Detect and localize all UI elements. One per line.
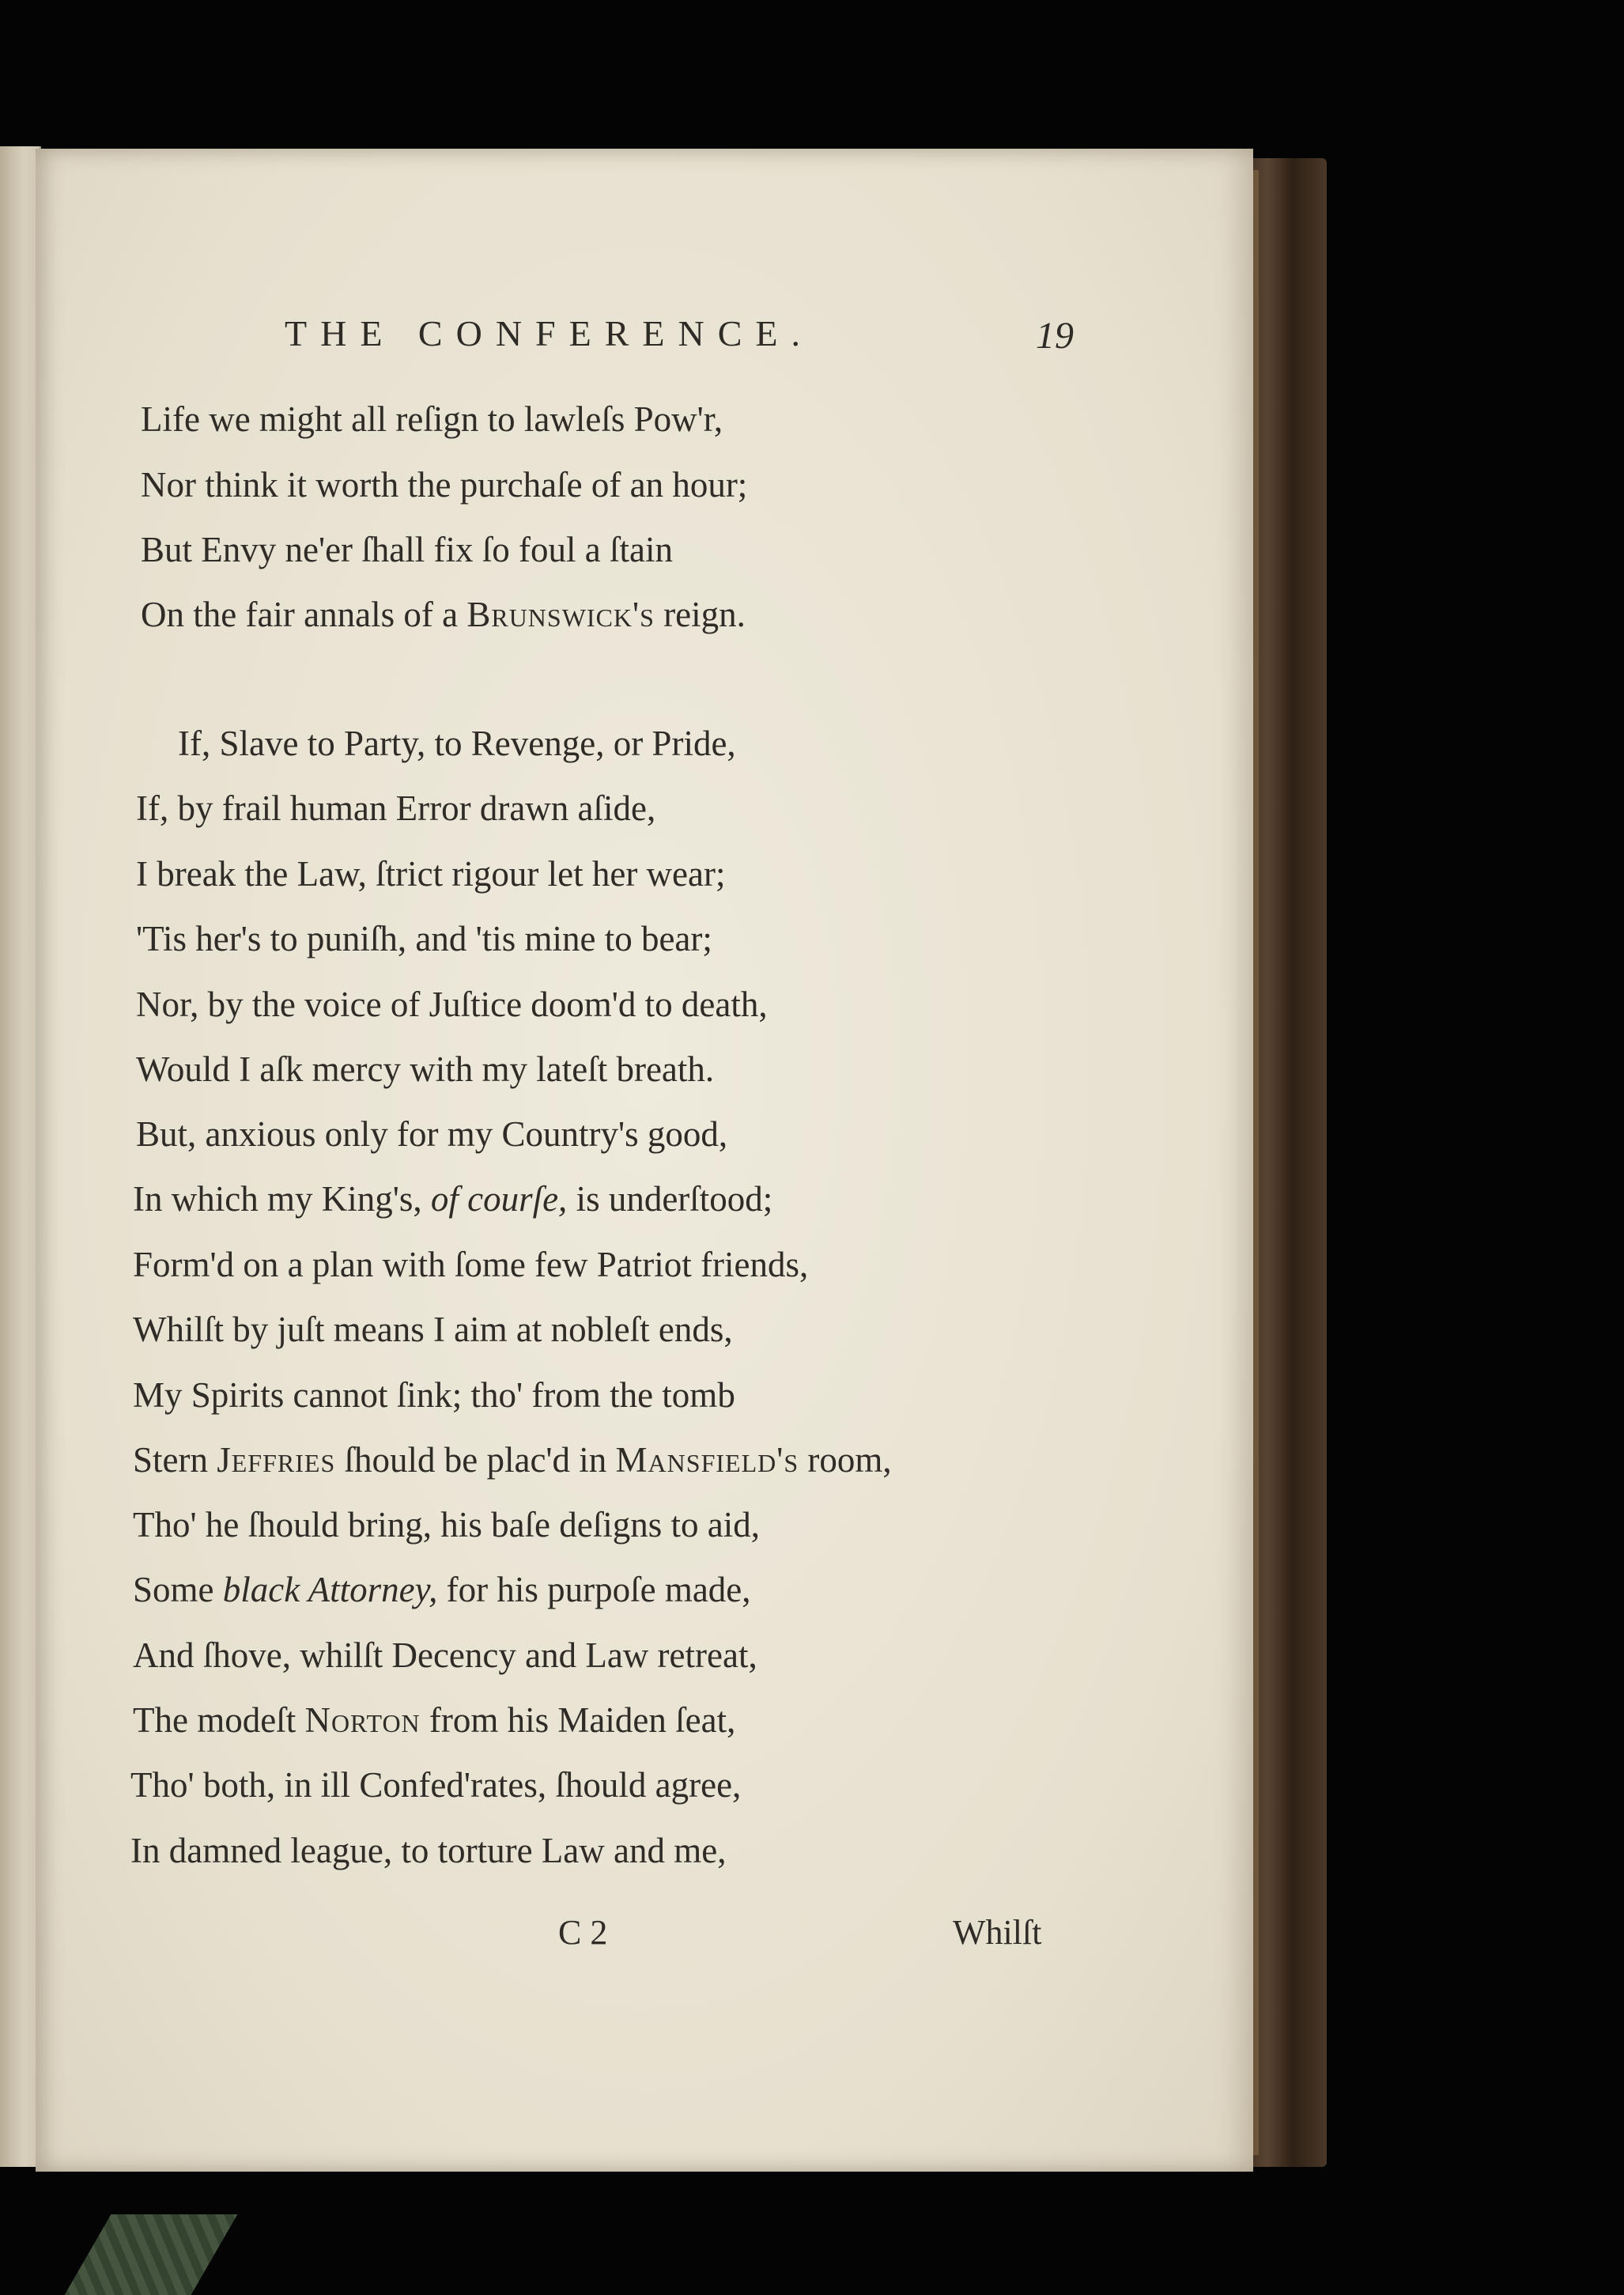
verse-line	[133, 1572, 751, 1608]
verse-text: ſhould be plac'd in	[335, 1440, 616, 1480]
verse-text: The modeſt	[133, 1700, 305, 1740]
small-caps-name: Mansfield's	[615, 1440, 799, 1480]
verse-line: Form'd on a plan with ſome few Patriot friends,	[133, 1245, 809, 1284]
verse-text: Stern	[133, 1440, 217, 1480]
verse-text: for his purpoſe made,	[437, 1570, 751, 1609]
verse-line: Tho' he ſhould bring, his baſe deſigns to aid,	[133, 1505, 760, 1544]
verse-line: But Envy ne'er ſhall fix ſo foul a ſtain	[141, 530, 673, 569]
verse-line: But, anxious only for my Country's good,	[136, 1114, 728, 1154]
verse-text: from his Maiden ſeat,	[420, 1700, 736, 1740]
verse-line: Whilſt by juſt means I aim at nobleſt ends,	[133, 1310, 733, 1349]
verse-line	[141, 597, 746, 633]
italic-phrase: black Attorney,	[222, 1570, 438, 1609]
page-number: 19	[1036, 315, 1074, 357]
small-caps-name: Brunswick's	[466, 595, 655, 634]
verse-line: If, by frail human Error drawn aſide,	[136, 788, 656, 828]
verse-line	[133, 1179, 773, 1219]
catchword: Whilſt	[953, 1913, 1042, 1952]
verse-line	[133, 1700, 736, 1740]
signature-mark: C 2	[558, 1913, 608, 1952]
verse-line: Nor, by the voice of Juſtice doom'd to death,	[136, 985, 768, 1024]
verse-line: Life we might all reſign to lawleſs Pow'r,	[141, 399, 723, 439]
verse-line: My Spirits cannot ſink; tho' from the tomb	[133, 1375, 735, 1415]
verse-text: reign.	[654, 595, 746, 634]
verse-line	[133, 1442, 892, 1478]
verse-text: room,	[799, 1440, 892, 1480]
verse-text: On the fair annals of a	[141, 595, 467, 634]
verse-line: If, Slave to Party, to Revenge, or Pride,	[178, 724, 736, 763]
verse-line: And ſhove, whilſt Decency and Law retreat,	[133, 1635, 757, 1675]
running-head-title: THE CONFERENCE.	[285, 313, 814, 354]
verse-line: Tho' both, in ill Confed'rates, ſhould agree,	[130, 1765, 742, 1805]
verse-line: I break the Law, ſtrict rigour let her wear;	[136, 854, 726, 894]
verse-text: is underſtood;	[567, 1179, 773, 1219]
verse-line: Nor think it worth the purchaſe of an hour;	[141, 465, 748, 505]
verse-text: Some	[133, 1570, 223, 1609]
verse-line: 'Tis her's to puniſh, and 'tis mine to bear;	[136, 919, 712, 958]
verse-line: In damned league, to torture Law and me,	[130, 1831, 727, 1870]
verse-text: In which my King's,	[133, 1179, 431, 1219]
small-caps-name: Jeffries	[217, 1440, 336, 1480]
verse-line: Would I aſk mercy with my lateſt breath.	[136, 1049, 715, 1089]
small-caps-name: Norton	[304, 1700, 421, 1740]
running-head	[0, 312, 1624, 368]
italic-phrase: of courſe,	[430, 1179, 568, 1219]
